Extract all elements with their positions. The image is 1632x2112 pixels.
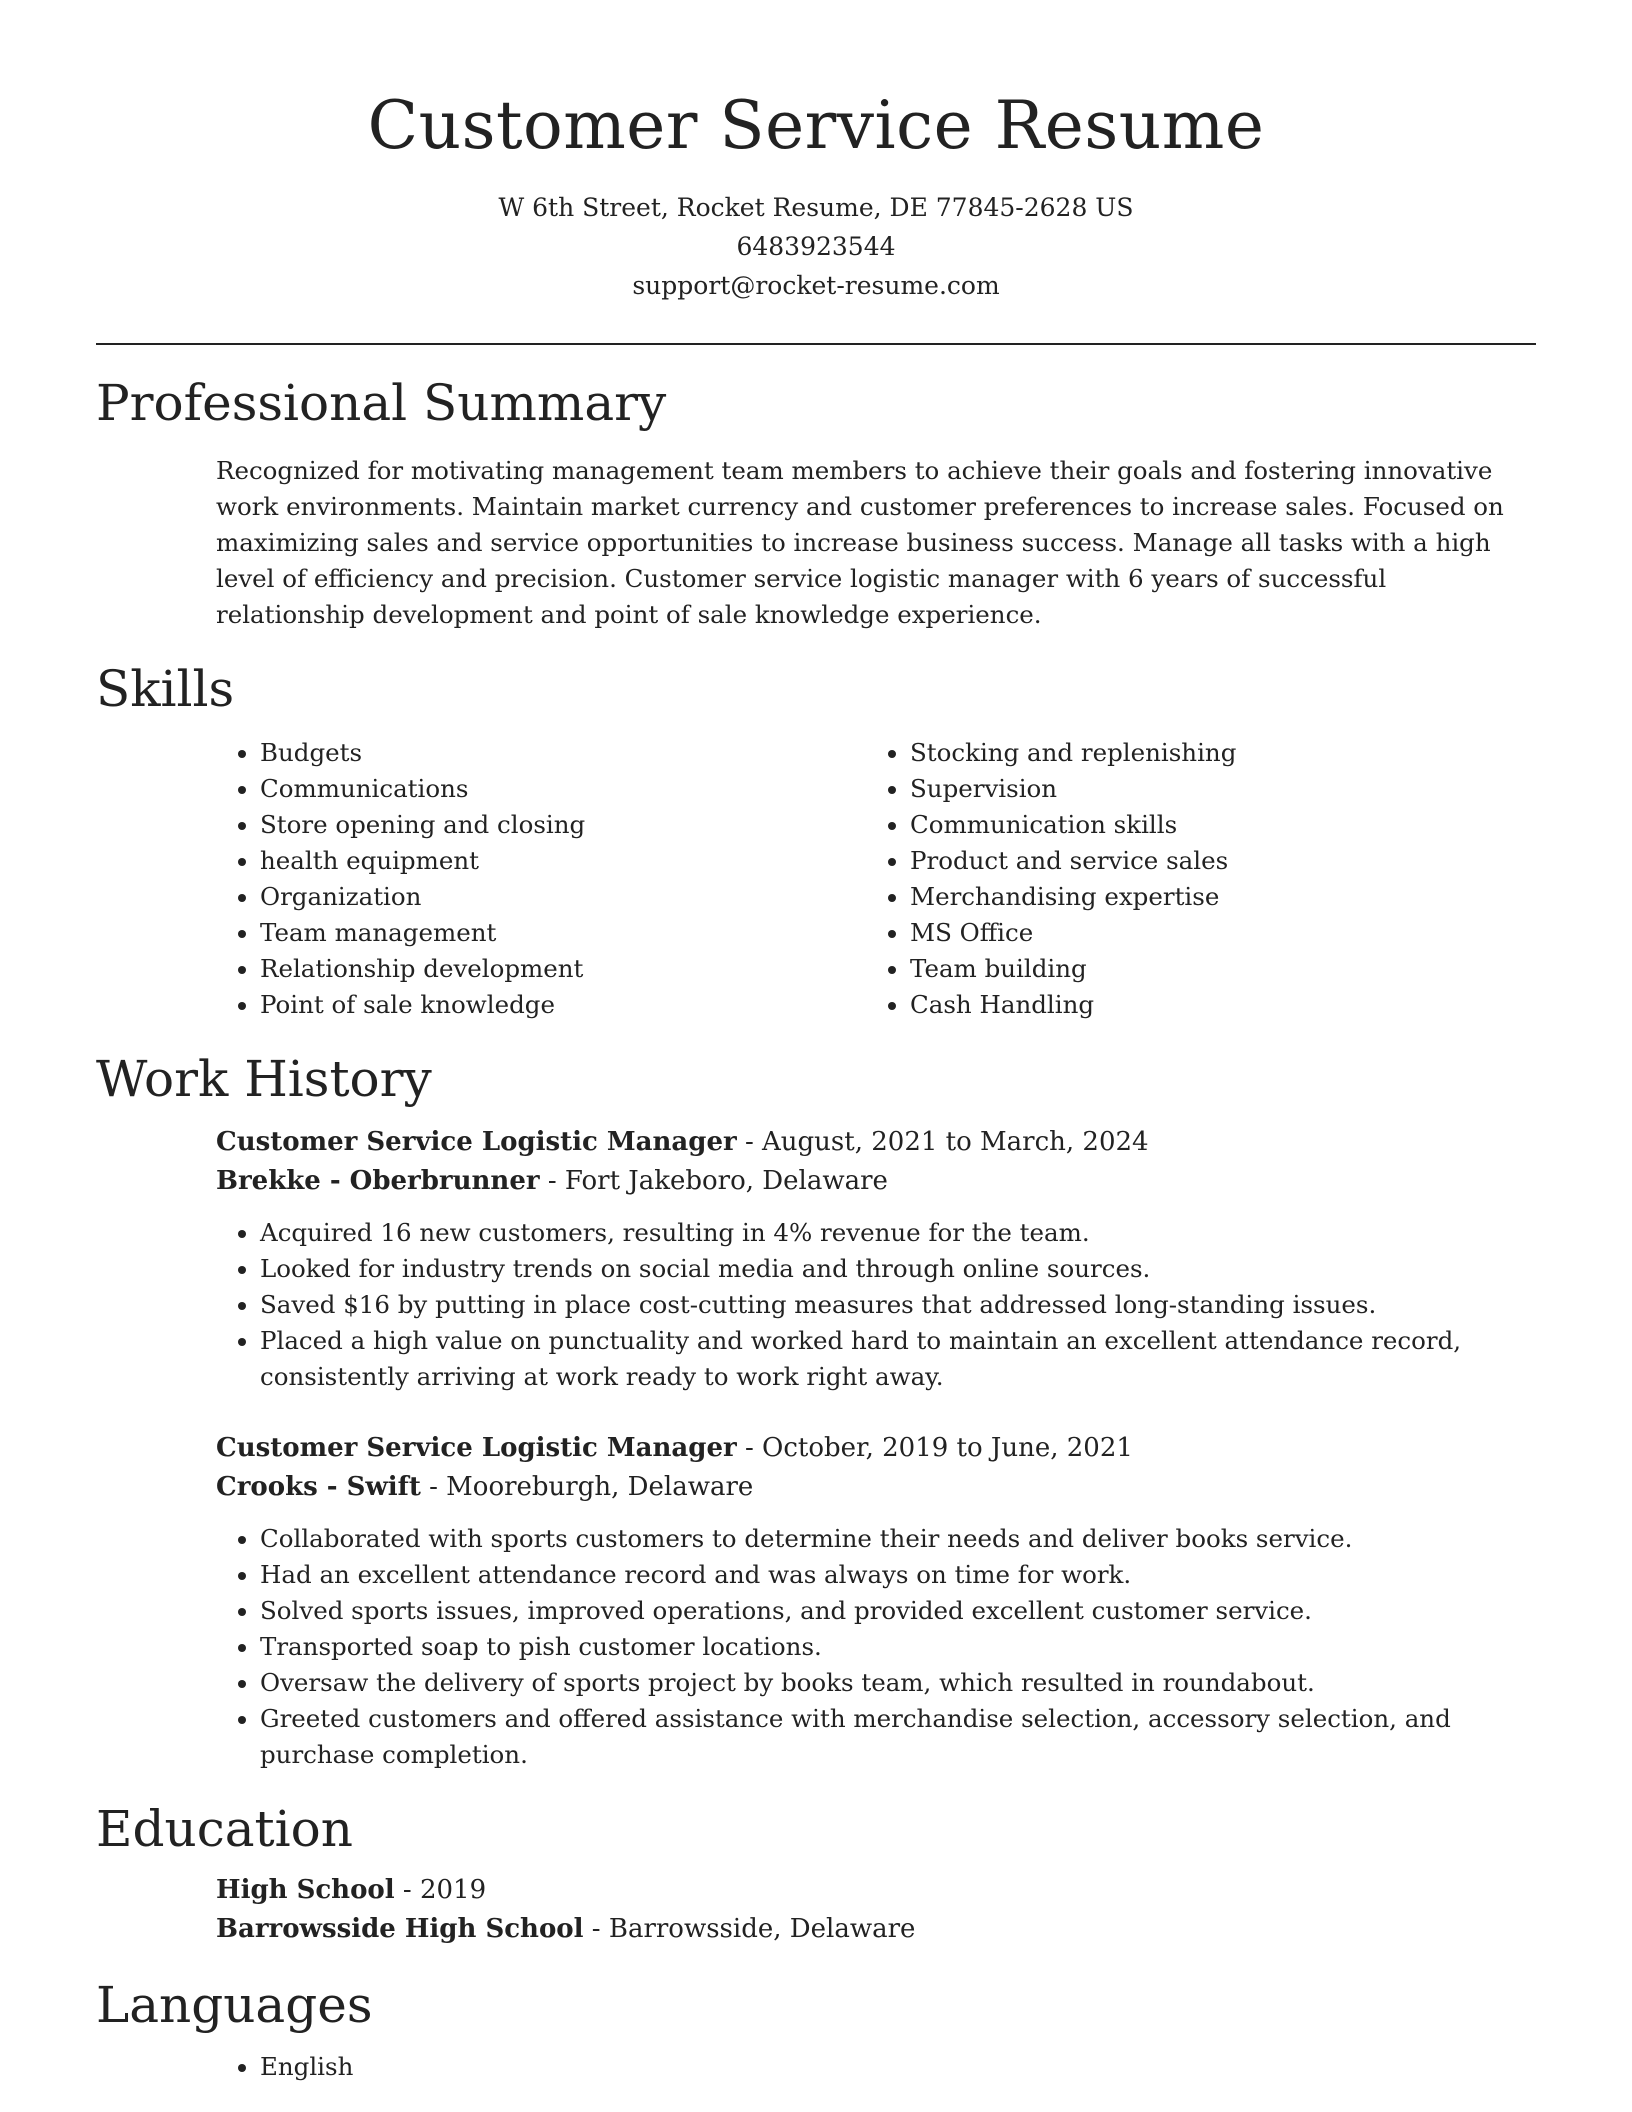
summary-section (96, 373, 1536, 633)
education-school: Barrowsside High School (216, 1914, 584, 1944)
job-company: Brekke - Oberbrunner (216, 1166, 540, 1196)
job-bullet: • Greeted customers and offered assistance with merchandise selection, accessory selection, and purchase completion. (260, 1701, 1536, 1773)
job-bullet: • Saved $16 by putting in place cost-cutting measures that addressed long-standing issues. (260, 1287, 1536, 1323)
skills-heading: Skills (96, 660, 235, 718)
summary-heading: Professional Summary (96, 374, 667, 432)
work-history-section (96, 1049, 1536, 1773)
job-bullet: • Solved sports issues, improved operations, and provided excellent customer service. (260, 1593, 1536, 1629)
skills-column-left (216, 735, 866, 1023)
address: W 6th Street, Rocket Resume, DE 77845-2628 US (498, 193, 1134, 222)
education-degree-line (216, 1871, 1536, 1910)
job-entry (216, 1429, 1536, 1773)
skill-item: • Communication skills (910, 807, 1516, 843)
job-entry (216, 1123, 1536, 1395)
skills-section (96, 659, 1536, 1023)
contact-block (96, 188, 1536, 305)
job-bullets (96, 1215, 1536, 1395)
skill-item: • Merchandising expertise (910, 879, 1516, 915)
education-school-line (216, 1910, 1536, 1949)
work-history-heading: Work History (96, 1050, 432, 1108)
job-bullet: • Acquired 16 new customers, resulting in 4% revenue for the team. (260, 1215, 1536, 1251)
skill-item: • health equipment (260, 843, 866, 879)
education-entry (216, 1871, 1536, 1949)
skill-item: • Team building (910, 951, 1516, 987)
skills-list-left (216, 735, 866, 1023)
job-location: - Fort Jakeboro, Delaware (539, 1166, 888, 1196)
skills-column-right (866, 735, 1516, 1023)
job-bullet: • Oversaw the delivery of sports project by books team, which resulted in roundabout. (260, 1665, 1536, 1701)
skill-item: • Supervision (910, 771, 1516, 807)
job-dates: - October, 2019 to June, 2021 (736, 1433, 1133, 1463)
skill-item: • Stocking and replenishing (910, 735, 1516, 771)
job-title-line (216, 1429, 1536, 1468)
education-location: - Barrowsside, Delaware (583, 1914, 916, 1944)
skill-item: • Store opening and closing (260, 807, 866, 843)
summary-text: Recognized for motivating management team members to achieve their goals and fostering innovative work environments. Maintain market currency and customer preferences to increase sales. Focused on maximizing sales and service opportunities to increase business success. Manage all tasks with a high level of efficiency and precision. Customer service logistic manager with 6 years of successful relationship development and point of sale knowledge experience. (216, 456, 1504, 629)
education-section (96, 1799, 1536, 1949)
job-company-line (216, 1162, 1536, 1201)
job-company-line (216, 1468, 1536, 1507)
job-bullet: • Placed a high value on punctuality and worked hard to maintain an excellent attendance record, consistently arriving at work ready to work right away. (260, 1323, 1536, 1395)
phone: 6483923544 (736, 232, 896, 261)
skill-item: • Team management (260, 915, 866, 951)
job-title: Customer Service Logistic Manager (216, 1433, 737, 1463)
education-heading: Education (96, 1800, 353, 1858)
job-location: - Mooreburgh, Delaware (420, 1472, 754, 1502)
skills-list-right (866, 735, 1516, 1023)
education-degree: High School (216, 1875, 395, 1905)
job-bullet: • Had an excellent attendance record and was always on time for work. (260, 1557, 1536, 1593)
job-title: Customer Service Logistic Manager (216, 1127, 737, 1157)
skill-item: • Communications (260, 771, 866, 807)
education-year: - 2019 (394, 1875, 487, 1905)
job-bullet: • Transported soap to pish customer locations. (260, 1629, 1536, 1665)
job-company: Crooks - Swift (216, 1472, 421, 1502)
skill-item: • Organization (260, 879, 866, 915)
header-divider (96, 343, 1536, 345)
skill-item: • Cash Handling (910, 987, 1516, 1023)
resume-header (96, 0, 1536, 305)
skill-item: • Product and service sales (910, 843, 1516, 879)
skill-item: • Point of sale knowledge (260, 987, 866, 1023)
skill-item: • Relationship development (260, 951, 866, 987)
skill-item: • MS Office (910, 915, 1516, 951)
languages-section (96, 1975, 1536, 2085)
job-bullet: • Collaborated with sports customers to determine their needs and deliver books service. (260, 1521, 1536, 1557)
job-title-line (216, 1123, 1536, 1162)
job-bullet: • Looked for industry trends on social media and through online sources. (260, 1251, 1536, 1287)
skill-item: • Budgets (260, 735, 866, 771)
job-dates: - August, 2021 to March, 2024 (736, 1127, 1149, 1157)
email: support@rocket-resume.com (632, 271, 1000, 300)
job-bullets (96, 1521, 1536, 1773)
languages-list (216, 2049, 1536, 2085)
languages-heading: Languages (96, 1976, 373, 2034)
resume-title: Customer Service Resume (367, 87, 1265, 164)
languages-list-wrap (216, 2049, 1536, 2085)
skills-grid (216, 735, 1536, 1023)
language-item: • English (260, 2049, 1536, 2085)
